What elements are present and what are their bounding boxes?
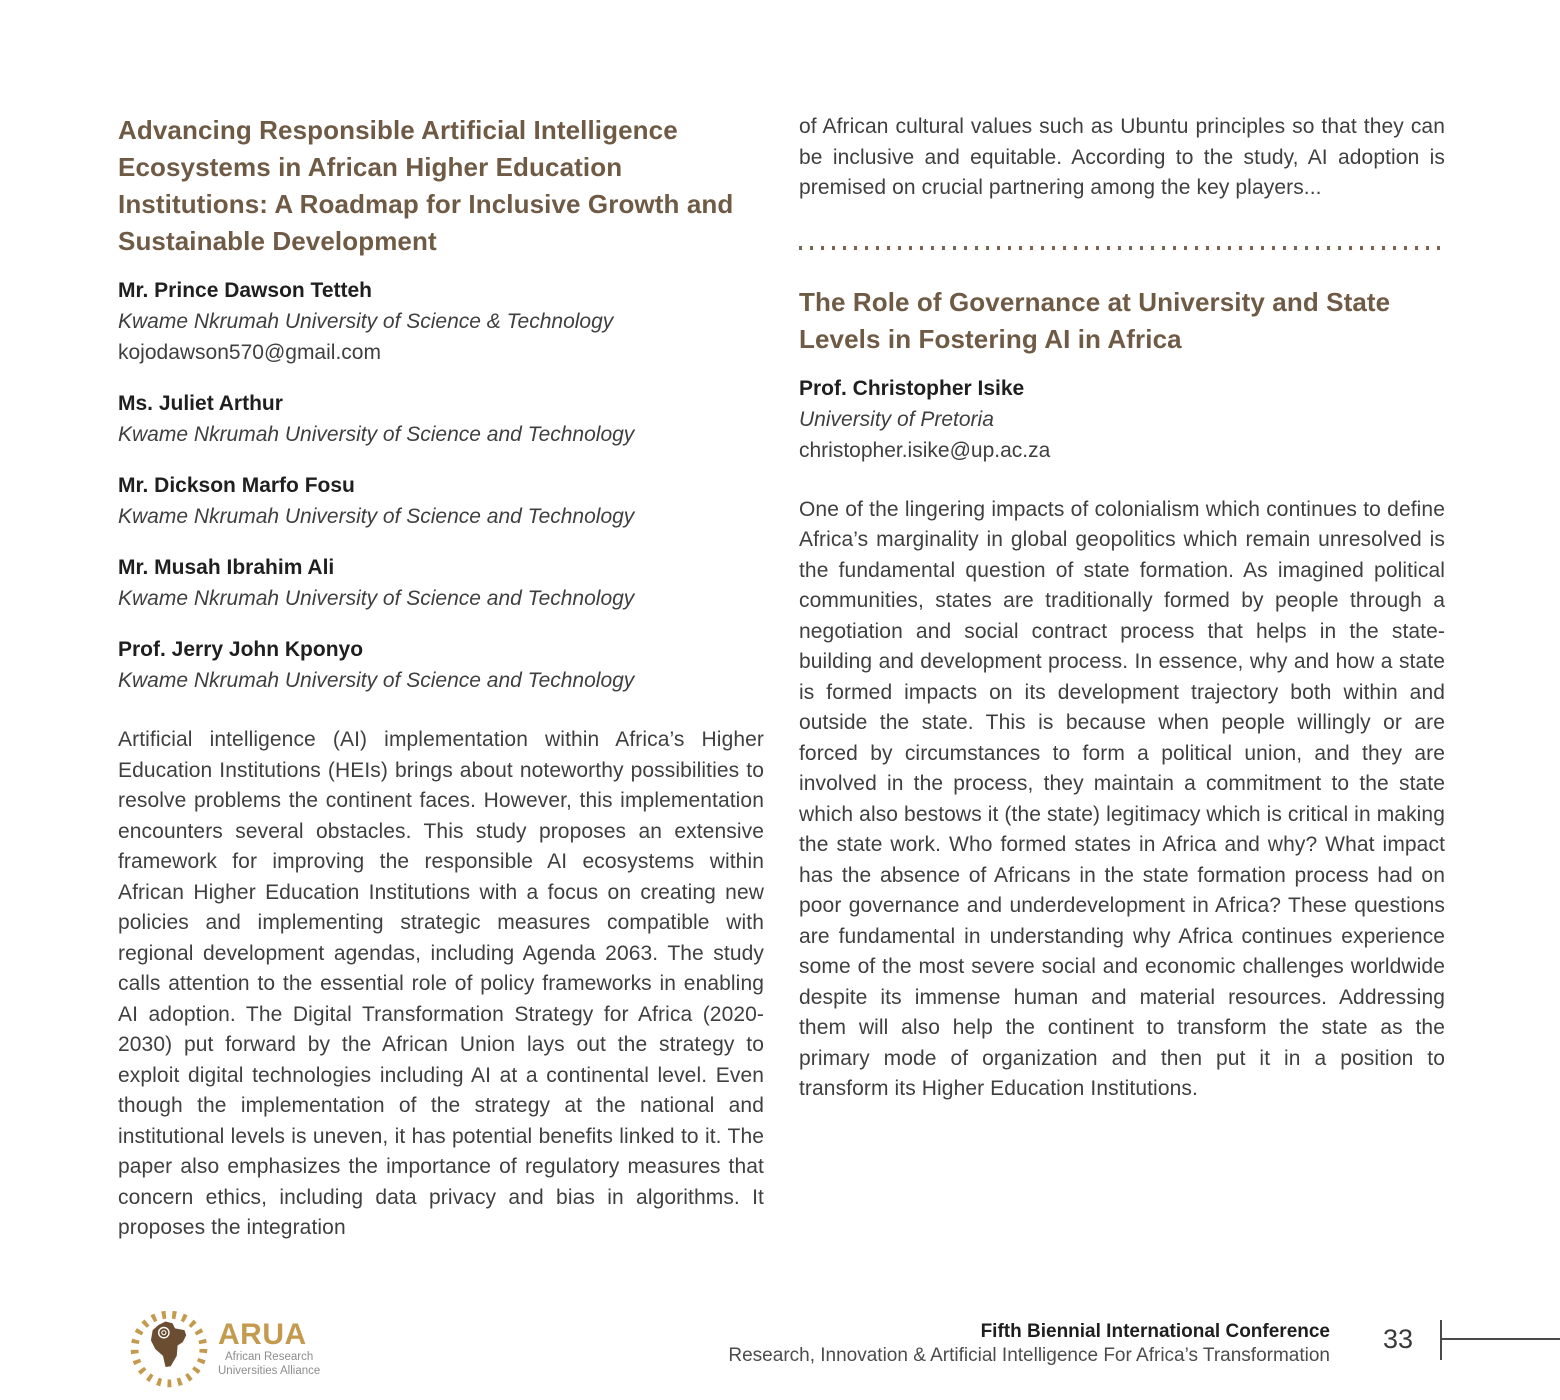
abstract-body-1: Artificial intelligence (AI) implementation within Africa’s Higher Education Institutions (HEIs) brings about noteworthy possibilities to resolve problems the continent faces. However, this implementation encounters several obstacles. This study proposes an extensive framework for improving the responsible AI ecosystems within African Higher Education Institutions with a focus on creating new policies and implementing strategic measures compatible with regional development agendas, including Agenda 2063. The study calls attention to the essential role of policy frameworks in enabling AI adoption. The Digital Transformation Strategy for Africa (2020-2030) put forward by the African Union lays out the strategy to exploit digital technologies including AI at a continental level. Even though the implementation of the strategy at the national and institutional levels is uneven, it has potential benefits linked to it. The paper also emphasizes the importance of regulatory measures that concern ethics, including data privacy and bias in algorithms. It proposes the integration xyxy=(118,728,764,1239)
abstract-title-1: Advancing Responsible Artificial Intelligence Ecosystems in African Higher Education Institutions: A Roadmap for Inclusive Growth and Sustainable Development xyxy=(118,115,734,256)
arua-logo xyxy=(126,1306,376,1392)
author-name: Ms. Juliet Arthur xyxy=(118,392,283,415)
author-entry xyxy=(118,471,764,532)
author-name: Mr. Dickson Marfo Fosu xyxy=(118,474,355,497)
author-entry xyxy=(118,276,764,368)
author-entry xyxy=(799,374,1445,466)
arua-subtext-line2: Universities Alliance xyxy=(218,1365,321,1377)
arua-subtext-line1: African Research xyxy=(225,1351,314,1363)
footer-conference-subtitle: Research, Innovation & Artificial Intelligence For Africa’s Transformation xyxy=(728,1345,1330,1366)
abstract-title-2: The Role of Governance at University and State Levels in Fostering AI in Africa xyxy=(799,286,1391,354)
footer-conference-title: Fifth Biennial International Conference xyxy=(980,1321,1330,1342)
abstract-body-2: One of the lingering impacts of colonialism which continues to define Africa’s marginality in global geopolitics which remain unresolved is the fundamental question of state formation. As imagined political communities, states are traditionally formed by people through a negotiation and social contract process that helps in the state-building and development process. In essence, why and how a state is formed impacts on its development trajectory both within and outside the state. This is because when people willingly or are forced by circumstances to form a political union, and they are involved in the process, they maintain a commitment to the state which also bestows it (the state) legitimacy which is critical in making the state work. Who formed states in Africa and why? What impact has the absence of Africans in the state formation process had on poor governance and underdevelopment in Africa? These questions are fundamental in understanding why Africa continues experience some of the most severe social and economic challenges worldwide despite its immense human and material resources. Addressing them will also help the continent to transform the state as the primary mode of organization and then put it in a position to transform its Higher Education Institutions. xyxy=(799,497,1445,1100)
author-entry xyxy=(118,389,764,450)
left-column xyxy=(118,112,764,1244)
footer-text xyxy=(710,1320,1330,1368)
author-affiliation: Kwame Nkrumah University of Science & Technology xyxy=(118,310,614,333)
author-affiliation: Kwame Nkrumah University of Science and Technology xyxy=(118,423,635,446)
author-name: Mr. Prince Dawson Tetteh xyxy=(118,279,372,302)
author-name: Prof. Jerry John Kponyo xyxy=(118,638,364,661)
author-email: christopher.isike@up.ac.za xyxy=(799,438,1051,462)
arua-sun-africa-icon xyxy=(126,1306,212,1392)
author-entry xyxy=(118,635,764,696)
page-number-tick-vertical xyxy=(1440,1320,1442,1360)
right-column xyxy=(799,112,1445,1105)
author-affiliation: Kwame Nkrumah University of Science and Technology xyxy=(118,587,635,610)
author-affiliation: University of Pretoria xyxy=(799,407,994,431)
dotted-divider xyxy=(799,246,1445,250)
author-name: Mr. Musah Ibrahim Ali xyxy=(118,556,335,579)
arua-logo-text xyxy=(218,1320,320,1378)
author-email: kojodawson570@gmail.com xyxy=(118,341,381,364)
page-number: 33 xyxy=(1383,1324,1414,1354)
arua-wordmark: ARUA xyxy=(218,1318,307,1351)
abstract-continuation: of African cultural values such as Ubuntu principles so that they can be inclusive and equitable. According to the study, AI adoption is premised on crucial partnering among the key players... xyxy=(799,115,1445,199)
author-affiliation: Kwame Nkrumah University of Science and Technology xyxy=(118,505,635,528)
author-affiliation: Kwame Nkrumah University of Science and Technology xyxy=(118,669,635,692)
page-number-rule-horizontal xyxy=(1440,1338,1560,1340)
author-name: Prof. Christopher Isike xyxy=(799,376,1025,400)
author-entry xyxy=(118,553,764,614)
